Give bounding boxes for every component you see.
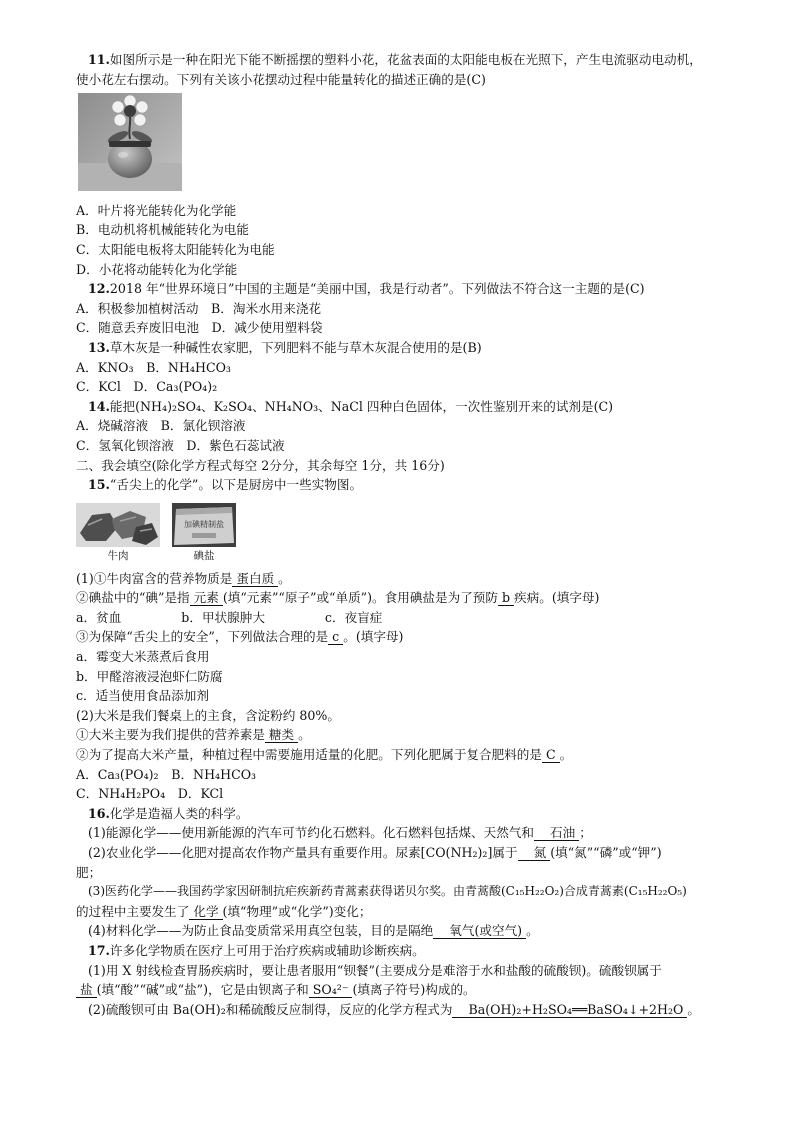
q14-number: 14. <box>88 398 110 414</box>
q11-stem-line2: 使小花左右摆动。下列有关该小花摆动过程中能量转化的描述正确的是(C) <box>76 71 486 87</box>
q15-part2b: ②为了提高大米产量，种植过程中需要施用适量的化肥。下列化肥属于复合肥料的是 C 。 <box>76 747 573 763</box>
q17-answer-salt: 盐 <box>76 982 97 998</box>
q14-stem: 14.能把(NH₄)₂SO₄、K₂SO₄、NH₄NO₃、NaCl 四种白色固体，一次性鉴别开来的试剂是(C) <box>88 398 614 414</box>
q15-answer-protein: 蛋白质 <box>232 571 278 587</box>
q16-answer-chemical: 化学 <box>189 904 222 920</box>
q14-options-row2: C．氢氧化钡溶液 D．紫色石蕊试液 <box>76 437 285 453</box>
q15-part2b-options-row2: C．NH₄H₂PO₄ D．KCl <box>76 786 224 802</box>
q12-options-row2: C．随意丢弃废旧电池 D．减少使用塑料袋 <box>76 320 323 336</box>
q17-number: 17. <box>88 942 110 958</box>
section-2-heading: 二、我会填空(除化学方程式每空 2分分，其余每空 1分，共 16分) <box>76 457 445 473</box>
salt-caption: 碘盐 <box>193 549 215 562</box>
q11-option-b: B．电动机将机械能转化为电能 <box>76 222 249 238</box>
q12-stem: 12.2018 年“世界环境日”中国的主题是“美丽中国，我是行动者”。下列做法不符合这一主题的是(C) <box>88 281 645 297</box>
q16-stem: 16.化学是造福人类的科学。 <box>88 805 249 821</box>
q15-part1b: ②碘盐中的“碘”是指 元素 (填“元素”“原子”或“单质”)。食用碘盐是为了预防 b 疾病。(填字母) <box>76 590 600 606</box>
q15-answer-safety: c <box>328 629 343 645</box>
beef-caption: 牛肉 <box>107 549 129 562</box>
q15-part1a: (1)①牛肉富含的营养物质是 蛋白质 。 <box>76 570 291 586</box>
q13-options-row1: A．KNO₃ B．NH₄HCO₃ <box>76 359 231 375</box>
q16-number: 16. <box>88 805 110 821</box>
q17-part1: (1)用 X 射线检查胃肠疾病时，要让患者服用“钡餐”(主要成分是难溶于水和盐酸的硫酸钡)。硫酸钡属于 <box>88 962 662 978</box>
q13-stem: 13.草木灰是一种碱性农家肥，下列肥料不能与草木灰混合使用的是(B) <box>88 339 482 355</box>
q15-part1c-option-c: c．适当使用食品添加剂 <box>76 688 209 704</box>
q11-option-c: C．太阳能电板将太阳能转化为电能 <box>76 241 275 257</box>
flower-pot-photo <box>78 93 756 197</box>
salt-package-label: 加碘精制盐 <box>184 519 224 529</box>
q16-part2: (2)农业化学——化肥对提高农作物产量具有重要作用。尿素[CO(NH₂)₂]属于 氮 (填“氮”“磷”或“钾”) <box>88 845 662 860</box>
q11-option-d: D．小花将动能转化为化学能 <box>76 261 238 277</box>
q17-answer-sulfate-ion: SO₄²⁻ <box>309 982 353 998</box>
beef-figure <box>76 503 160 563</box>
q15-part1c: ③为保障“舌尖上的安全”，下列做法合理的是 c 。(填字母) <box>76 629 404 645</box>
q16-part4: (4)材料化学——为防止食品变质常采用真空包装，目的是隔绝 氧气(或空气) 。 <box>88 923 539 939</box>
q11-stem-line1: 11.如图所示是一种在阳光下能不断摇摆的塑料小花，花盆表面的太阳能电板在光照下，产生电流驱动电动机， <box>88 52 702 67</box>
q15-part1c-option-b: b．甲醛溶液浸泡虾仁防腐 <box>76 668 223 684</box>
beef-photo <box>76 503 160 547</box>
q15-part2b-options-row1: A．Ca₃(PO₄)₂ B．NH₄HCO₃ <box>76 766 257 782</box>
q15-answer-disease: b <box>498 590 514 606</box>
q16-answer-petroleum: 石油 <box>534 825 579 841</box>
q15-part2: (2)大米是我们餐桌上的主食，含淀粉约 80%。 <box>76 707 340 723</box>
q12-options-row1: A．积极参加植树活动 B．淘米水用来浇花 <box>76 300 322 316</box>
q15-part2a: ①大米主要为我们提供的营养素是 糖类 。 <box>76 727 311 743</box>
q13-number: 13. <box>88 339 110 355</box>
kitchen-items-figure <box>76 503 756 563</box>
q11-number: 11. <box>88 52 110 67</box>
q15-stem: 15.“舌尖上的化学”。以下是厨房中一些实物图。 <box>88 477 363 493</box>
q15-answer-nutrient: 糖类 <box>265 727 298 743</box>
q16-answer-nitrogen: 氮 <box>518 845 551 861</box>
q16-answer-oxygen: 氧气(或空气) <box>433 923 526 939</box>
worksheet-page <box>76 50 756 1019</box>
q15-number: 15. <box>88 477 110 493</box>
q15-answer-fertilizer: C <box>542 747 560 763</box>
q17-part1-cont: 盐 (填“酸”“碱”或“盐”)，它是由钡离子和 SO₄²⁻ (填离子符号)构成的。 <box>76 980 756 1000</box>
q17-part2: (2)硫酸钡可由 Ba(OH)₂和稀硫酸反应制得，反应的化学方程式为 Ba(OH)₂+H₂SO₄══BaSO₄↓+2H₂O 。 <box>88 1001 700 1017</box>
q15-part1c-option-a: a．霉变大米蒸煮后食用 <box>76 649 210 665</box>
iodized-salt-photo <box>172 503 236 547</box>
q15-answer-element: 元素 <box>190 590 223 606</box>
q16-part3: (3)医药化学——我国药学家因研制抗疟疾新药青蒿素获得诺贝尔奖。由青蒿酸(C₁₅H₂₂O₂)合成青蒿素(C₁₅H₂₂O₅) <box>88 884 687 899</box>
q16-part2-cont: 肥； <box>76 864 102 880</box>
q11-option-a: A．叶片将光能转化为化学能 <box>76 202 237 218</box>
iodized-salt-figure <box>172 503 236 563</box>
q13-options-row2: C．KCl D．Ca₃(PO₄)₂ <box>76 379 218 395</box>
q15-part1b-options: a．贫血 b．甲状腺肿大 c．夜盲症 <box>76 609 383 625</box>
q12-number: 12. <box>88 281 110 297</box>
q17-stem: 17.许多化学物质在医疗上可用于治疗疾病或辅助诊断疾病。 <box>88 942 425 958</box>
q16-part1: (1)能源化学——使用新能源的汽车可节约化石燃料。化石燃料包括煤、天然气和 石油 ； <box>88 825 592 841</box>
q14-options-row1: A．烧碱溶液 B．氯化钡溶液 <box>76 418 246 434</box>
q16-part3-cont: 的过程中主要发生了 化学 (填“物理”或“化学”)变化； <box>76 903 372 919</box>
q17-answer-equation: Ba(OH)₂+H₂SO₄══BaSO₄↓+2H₂O <box>452 1002 687 1018</box>
